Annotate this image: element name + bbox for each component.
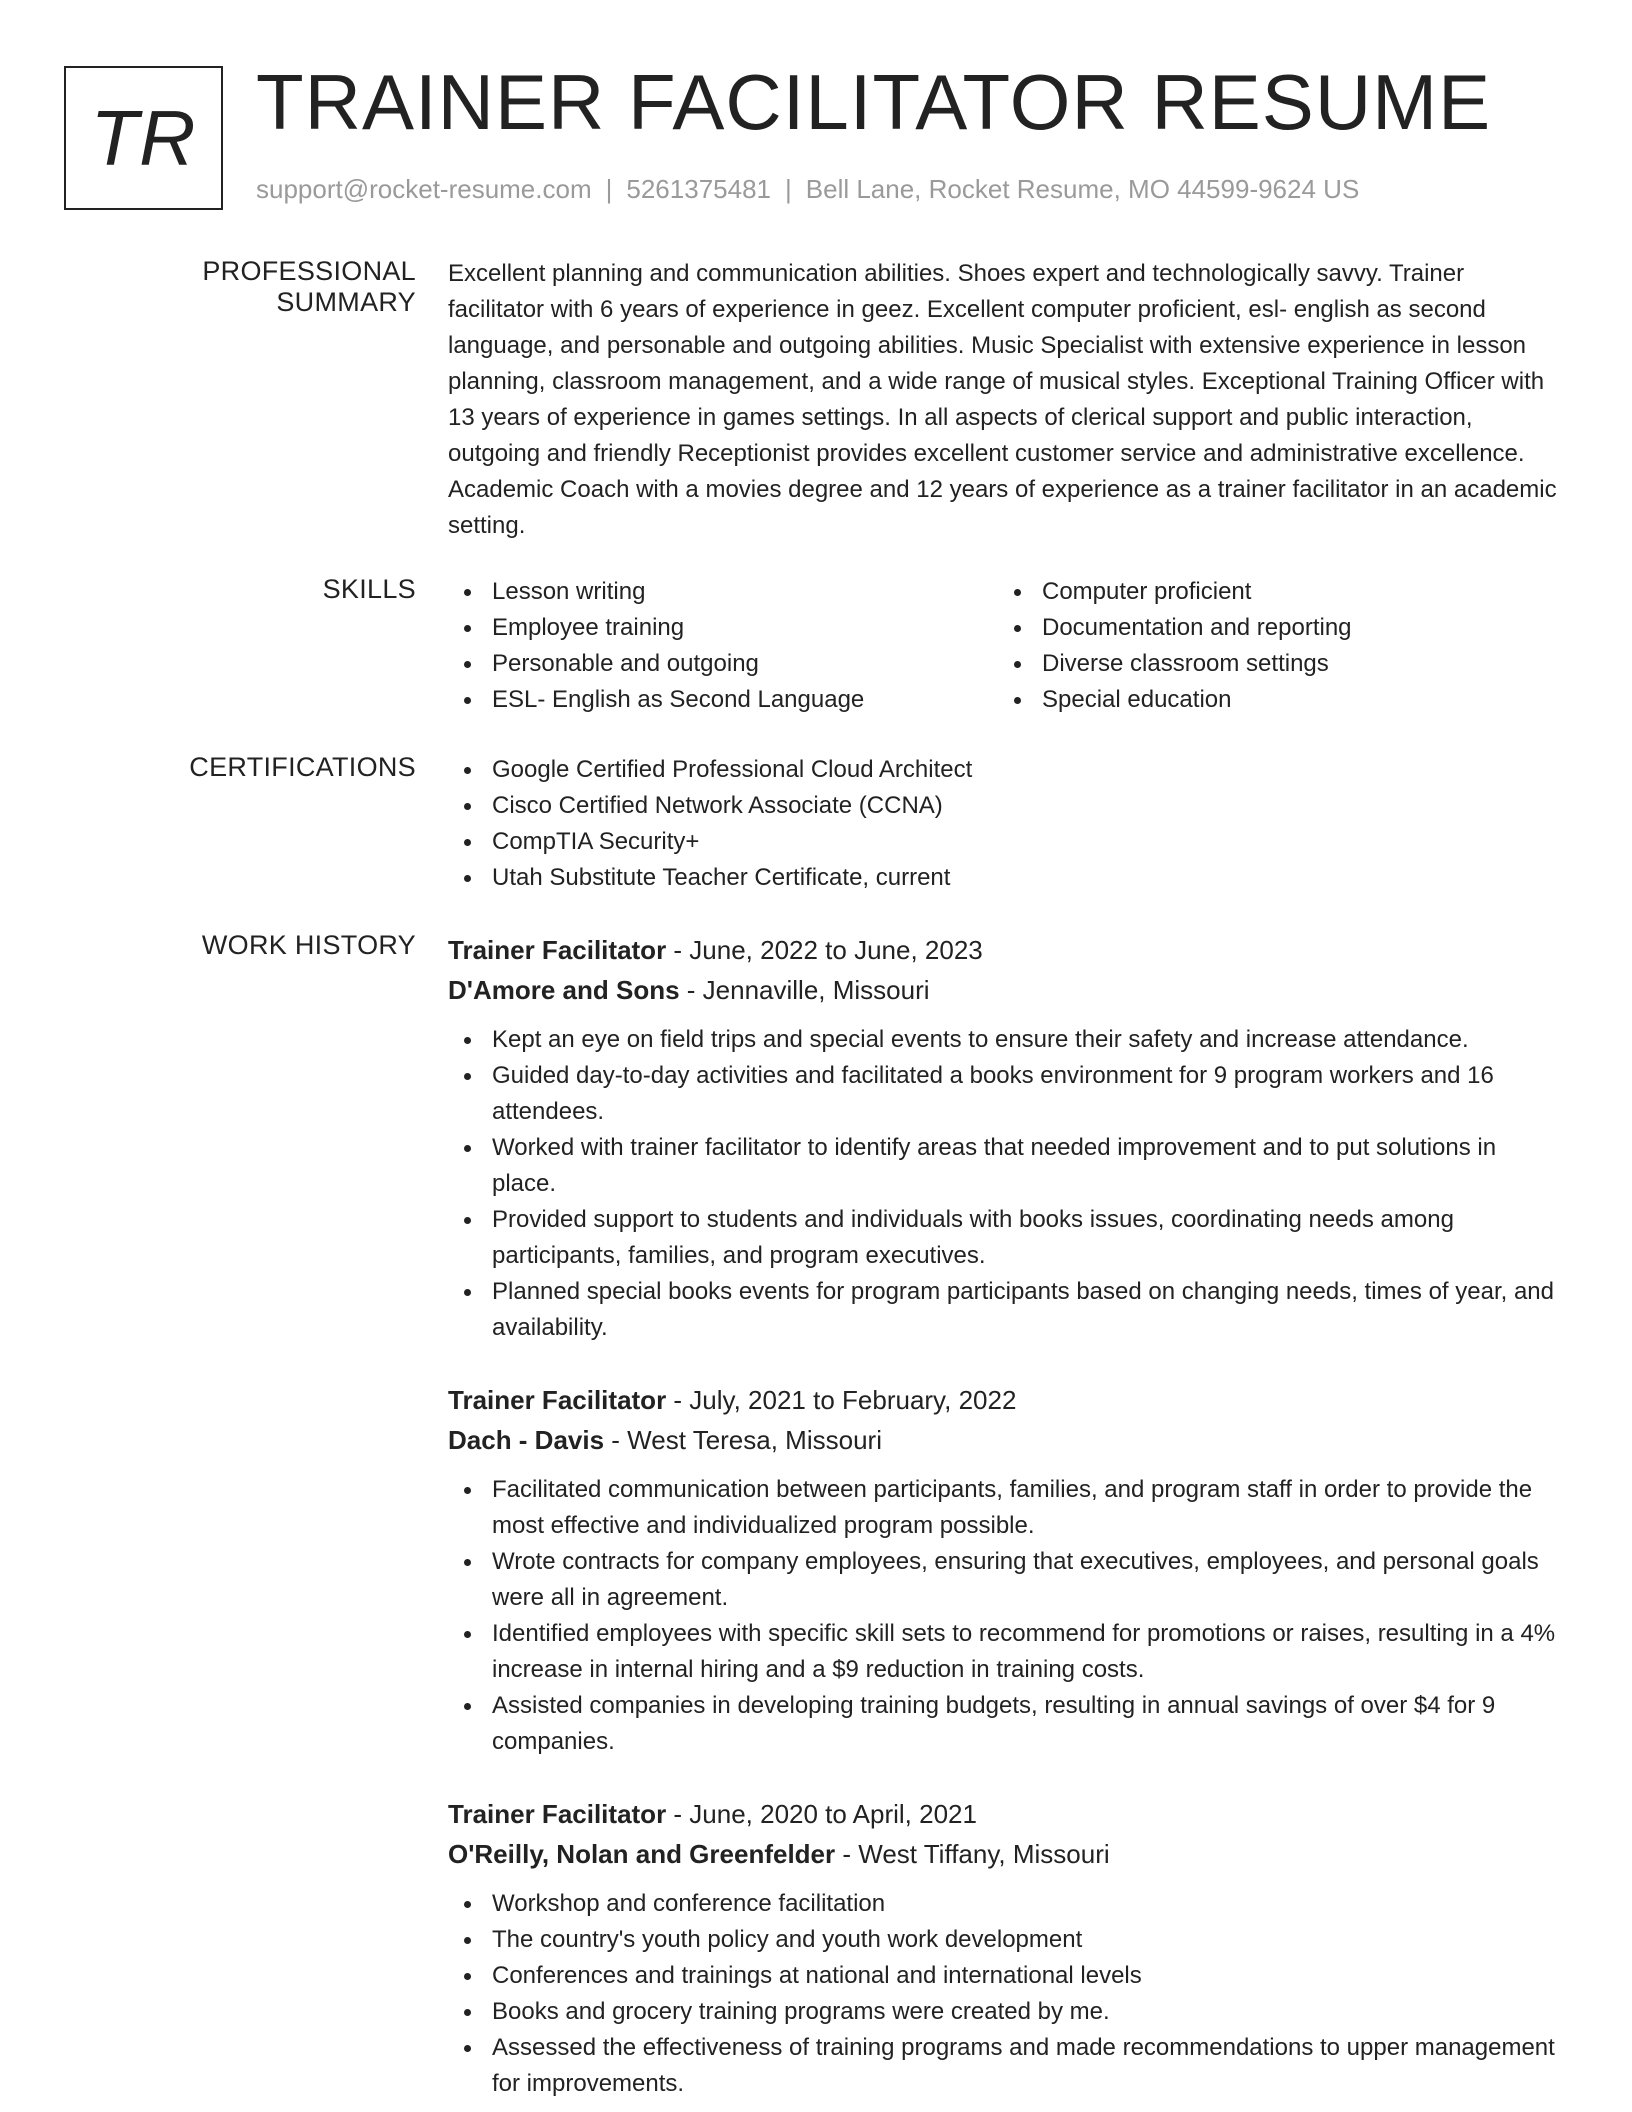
job-title: Trainer Facilitator — [448, 935, 667, 965]
job-entry — [448, 1794, 1564, 2102]
job-company-line — [448, 1834, 1564, 1874]
monogram-box — [64, 66, 223, 210]
skill-item: ESL- English as Second Language — [448, 682, 998, 718]
job-bullet: Guided day-to-day activities and facilitated a books environment for 9 program workers and 16 attendees. — [448, 1058, 1564, 1130]
summary-body — [448, 256, 1564, 544]
certifications-body — [448, 752, 1564, 896]
job-entry — [448, 930, 1564, 1346]
resume-header — [64, 58, 1584, 210]
job-dates: - June, 2020 to April, 2021 — [666, 1799, 977, 1829]
work-history-body — [448, 930, 1564, 2112]
job-bullet: Workshop and conference facilitation — [448, 1886, 1564, 1922]
job-bullet-list — [448, 1022, 1564, 1346]
skill-item: Special education — [998, 682, 1548, 718]
job-title: Trainer Facilitator — [448, 1799, 667, 1829]
skills-column-left — [448, 574, 998, 718]
section-label-skills: SKILLS — [322, 574, 416, 604]
skills-column-right — [998, 574, 1548, 718]
job-title-line — [448, 930, 1564, 970]
job-bullet: Books and grocery training programs were created by me. — [448, 1994, 1564, 2030]
monogram-initials: TR — [90, 93, 197, 182]
job-location: - West Tiffany, Missouri — [835, 1839, 1110, 1869]
job-bullet: Assessed the effectiveness of training programs and made recommendations to upper management for improvements. — [448, 2030, 1564, 2102]
contact-separator: | — [785, 174, 792, 204]
certification-item: Google Certified Professional Cloud Architect — [448, 752, 1564, 788]
job-location: - West Teresa, Missouri — [604, 1425, 882, 1455]
job-bullet: Identified employees with specific skill sets to recommend for promotions or raises, resulting in a 4% increase in internal hiring and a $9 reduction in training costs. — [448, 1616, 1564, 1688]
job-entry — [448, 1380, 1564, 1760]
job-bullet-list — [448, 1886, 1564, 2102]
job-bullet: Planned special books events for program participants based on changing needs, times of year, and availability. — [448, 1274, 1564, 1346]
job-bullet: Kept an eye on field trips and special events to ensure their safety and increase attendance. — [448, 1022, 1564, 1058]
skills-list-right — [998, 574, 1548, 718]
job-dates: - June, 2022 to June, 2023 — [666, 935, 983, 965]
skills-grid — [448, 574, 1564, 718]
job-title-line — [448, 1380, 1564, 1420]
job-bullet: The country's youth policy and youth work development — [448, 1922, 1564, 1958]
skill-item: Computer proficient — [998, 574, 1548, 610]
skill-item: Diverse classroom settings — [998, 646, 1548, 682]
job-bullet: Provided support to students and individuals with books issues, coordinating needs among participants, families, and program executives. — [448, 1202, 1564, 1274]
skill-item: Lesson writing — [448, 574, 998, 610]
section-label-summary: PROFESSIONAL SUMMARY — [202, 256, 416, 317]
skills-list-left — [448, 574, 998, 718]
certifications-list — [448, 752, 1564, 896]
skills-body — [448, 574, 1564, 718]
job-bullet: Worked with trainer facilitator to identify areas that needed improvement and to put solutions in place. — [448, 1130, 1564, 1202]
job-bullet: Conferences and trainings at national and international levels — [448, 1958, 1564, 1994]
contact-phone: 5261375481 — [626, 174, 771, 204]
job-company-line — [448, 1420, 1564, 1460]
skill-item: Personable and outgoing — [448, 646, 998, 682]
job-bullet: Facilitated communication between participants, families, and program staff in order to provide the most effective and individualized program possible. — [448, 1472, 1564, 1544]
resume-title: TRAINER FACILITATOR RESUME — [256, 58, 1492, 146]
job-company: D'Amore and Sons — [448, 975, 680, 1005]
skill-item: Documentation and reporting — [998, 610, 1548, 646]
contact-line — [256, 174, 1359, 205]
job-company: O'Reilly, Nolan and Greenfelder — [448, 1839, 836, 1869]
job-bullet-list — [448, 1472, 1564, 1760]
job-title-line — [448, 1794, 1564, 1834]
job-company-line — [448, 970, 1564, 1010]
contact-address: Bell Lane, Rocket Resume, MO 44599-9624 US — [805, 174, 1360, 204]
certification-item: Utah Substitute Teacher Certificate, current — [448, 860, 1564, 896]
job-title: Trainer Facilitator — [448, 1385, 667, 1415]
certification-item: Cisco Certified Network Associate (CCNA) — [448, 788, 1564, 824]
summary-text: Excellent planning and communication abilities. Shoes expert and technologically savvy. Trainer facilitator with 6 years of experience in geez. Excellent computer proficient, esl- english as second language, and personable and outgoing abilities. Music Specialist with extensive experience in lesson planning, classroom management, and a wide range of musical styles. Exceptional Training Officer with 13 years of experience in games settings. In all aspects of clerical support and public interaction, outgoing and friendly Receptionist provides excellent customer service and administrative excellence. Academic Coach with a movies degree and 12 years of experience as a trainer facilitator in an academic setting. — [448, 260, 1557, 539]
skill-item: Employee training — [448, 610, 998, 646]
section-label-work-history: WORK HISTORY — [201, 930, 416, 960]
contact-email: support@rocket-resume.com — [256, 174, 592, 204]
job-bullet: Wrote contracts for company employees, ensuring that executives, employees, and personal goals were all in agreement. — [448, 1544, 1564, 1616]
job-location: - Jennaville, Missouri — [679, 975, 930, 1005]
section-label-certifications: CERTIFICATIONS — [189, 752, 416, 782]
certification-item: CompTIA Security+ — [448, 824, 1564, 860]
job-bullet: Assisted companies in developing training budgets, resulting in annual savings of over $4 for 9 companies. — [448, 1688, 1564, 1760]
job-company: Dach - Davis — [448, 1425, 605, 1455]
job-dates: - July, 2021 to February, 2022 — [666, 1385, 1017, 1415]
contact-separator: | — [605, 174, 613, 204]
